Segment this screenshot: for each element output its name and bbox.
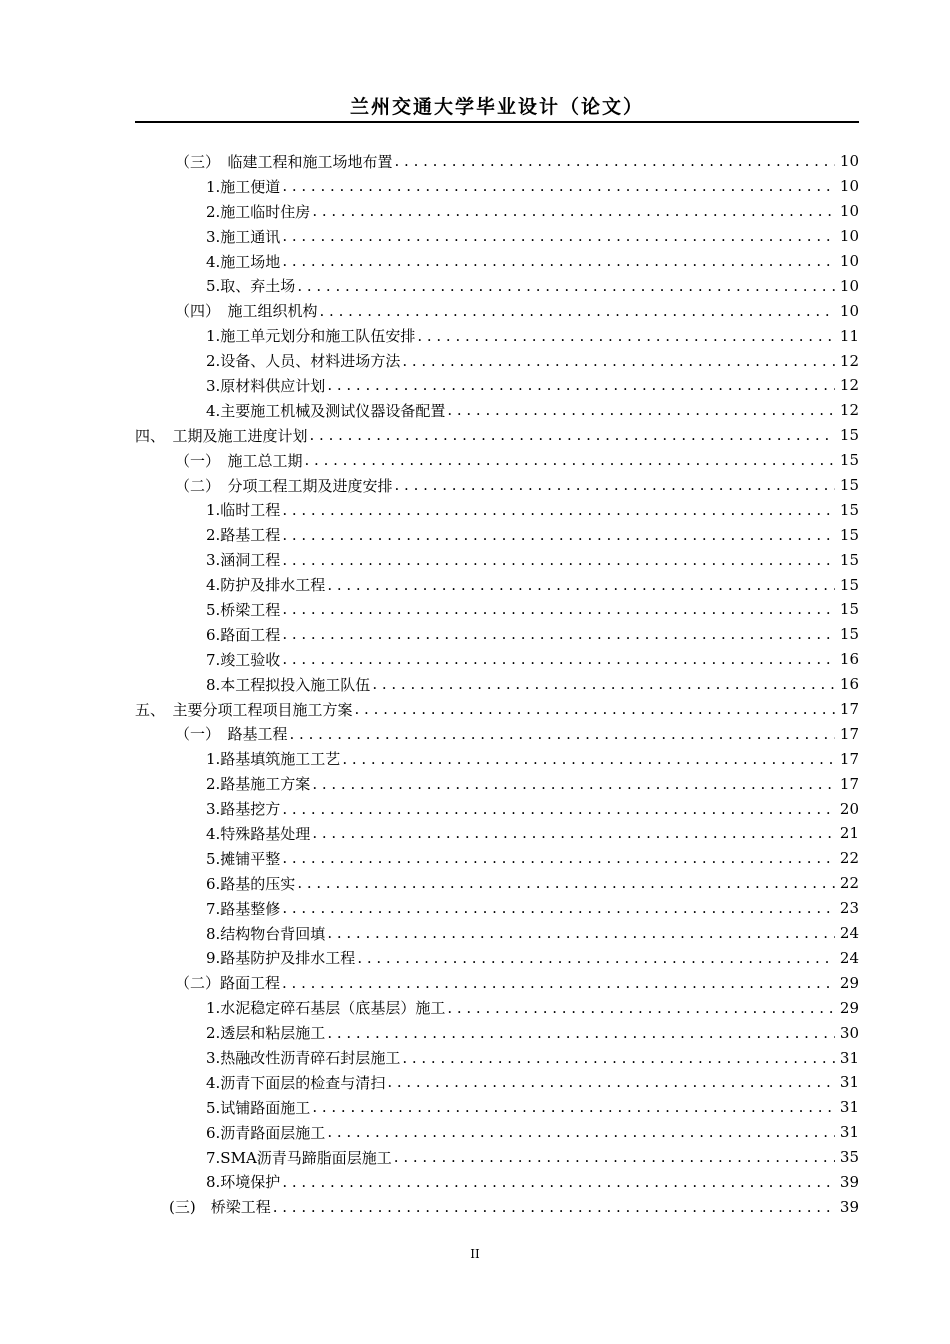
toc-entry-label: 7.竣工验收 — [206, 650, 281, 669]
toc-entry-label: （三） 临建工程和施工场地布置 — [175, 152, 393, 171]
toc-entry[interactable] — [135, 423, 859, 448]
toc-entry-page: 12 — [839, 351, 859, 370]
toc-entry[interactable] — [135, 746, 859, 771]
toc-entry-page: 31 — [839, 1123, 859, 1142]
toc-dot-leader — [357, 949, 835, 967]
toc-entry-page: 24 — [839, 924, 859, 943]
toc-entry-page: 15 — [839, 451, 859, 470]
toc-entry-label: 7.路基整修 — [206, 899, 281, 918]
toc-entry-label: 四、 工期及施工进度计划 — [135, 426, 308, 445]
toc-entry-page: 15 — [839, 625, 859, 644]
toc-dot-leader — [305, 451, 835, 469]
toc-entry[interactable] — [135, 522, 859, 547]
toc-dot-leader — [282, 650, 835, 668]
toc-entry[interactable] — [135, 672, 859, 697]
toc-dot-leader — [282, 551, 835, 569]
toc-dot-leader — [402, 352, 835, 370]
toc-entry[interactable] — [135, 995, 859, 1020]
toc-entry[interactable] — [135, 448, 859, 473]
toc-entry[interactable] — [135, 249, 859, 274]
toc-entry-label: 2.路基施工方案 — [206, 775, 311, 794]
toc-entry[interactable] — [135, 1070, 859, 1095]
toc-entry-label: 9.路基防护及排水工程 — [206, 949, 356, 968]
toc-dot-leader — [372, 675, 835, 693]
toc-dot-leader — [282, 526, 835, 544]
toc-entry-page: 39 — [839, 1172, 859, 1191]
toc-entry-page: 15 — [839, 476, 859, 495]
toc-entry-page: 15 — [839, 500, 859, 519]
toc-entry[interactable] — [135, 323, 859, 348]
toc-dot-leader — [312, 202, 835, 220]
toc-entry-page: 31 — [839, 1073, 859, 1092]
toc-dot-leader — [282, 1173, 835, 1191]
toc-entry-label: 3.原材料供应计划 — [206, 376, 326, 395]
toc-entry-label: 8.环境保护 — [206, 1173, 281, 1192]
toc-entry-label: 4.特殊路基处理 — [206, 824, 311, 843]
toc-entry-label: 6.沥青路面层施工 — [206, 1123, 326, 1142]
toc-dot-leader — [282, 227, 835, 245]
toc-entry[interactable] — [135, 348, 859, 373]
toc-entry-page: 10 — [839, 202, 859, 221]
toc-entry-label: 1.水泥稳定碎石基层（底基层）施工 — [206, 999, 446, 1018]
toc-entry[interactable] — [135, 1120, 859, 1145]
toc-entry[interactable] — [135, 970, 859, 995]
toc-entry-label: 3.路基挖方 — [206, 800, 281, 819]
toc-entry[interactable] — [135, 1194, 859, 1219]
toc-entry[interactable] — [135, 473, 859, 498]
toc-entry-page: 17 — [839, 700, 859, 719]
toc-entry[interactable] — [135, 896, 859, 921]
toc-entry[interactable] — [135, 1145, 859, 1170]
toc-entry-label: 8.结构物台背回填 — [206, 924, 326, 943]
toc-entry-label: 5.取、弃土场 — [206, 277, 296, 296]
toc-entry-label: 4.施工场地 — [206, 252, 281, 271]
toc-dot-leader — [290, 725, 835, 743]
toc-dot-leader — [282, 849, 835, 867]
toc-entry-page: 23 — [839, 899, 859, 918]
toc-entry-page: 11 — [839, 326, 859, 345]
toc-entry-label: 3.涵洞工程 — [206, 551, 281, 570]
toc-dot-leader — [327, 1024, 835, 1042]
toc-dot-leader — [327, 576, 835, 594]
toc-entry[interactable] — [135, 273, 859, 298]
toc-entry-label: 3.热融改性沥青碎石封层施工 — [206, 1049, 401, 1067]
toc-dot-leader — [327, 1123, 835, 1141]
toc-dot-leader — [310, 426, 835, 444]
toc-entry[interactable] — [135, 224, 859, 249]
toc-entry-label: 7.SMA沥青马蹄脂面层施工 — [206, 1148, 392, 1167]
toc-entry[interactable] — [135, 547, 859, 572]
toc-dot-leader — [355, 700, 835, 718]
toc-entry[interactable] — [135, 1020, 859, 1045]
toc-entry-page: 24 — [839, 948, 859, 967]
toc-entry[interactable] — [135, 622, 859, 647]
toc-entry[interactable] — [135, 796, 859, 821]
toc-dot-leader — [447, 401, 835, 419]
toc-entry-page: 17 — [839, 749, 859, 768]
toc-entry[interactable] — [135, 373, 859, 398]
toc-dot-leader — [282, 177, 835, 195]
toc-entry[interactable] — [135, 1170, 859, 1195]
toc-entry-label: （一） 施工总工期 — [175, 451, 303, 470]
toc-entry-page: 22 — [839, 849, 859, 868]
toc-entry[interactable] — [135, 149, 859, 174]
toc-entry-page: 15 — [839, 426, 859, 445]
toc-entry-label: 2.施工临时住房 — [206, 202, 311, 221]
toc-entry-label: 6.路面工程 — [206, 625, 281, 644]
toc-entry-label: 1.临时工程 — [206, 501, 281, 520]
toc-entry-page: 10 — [839, 276, 859, 295]
toc-entry[interactable] — [135, 921, 859, 946]
toc-entry-page: 17 — [839, 724, 859, 743]
toc-entry-page: 29 — [839, 973, 859, 992]
toc-entry-label: 五、 主要分项工程项目施工方案 — [135, 700, 353, 719]
toc-entry-page: 10 — [839, 301, 859, 320]
toc-entry-page: 10 — [839, 152, 859, 171]
toc-dot-leader — [282, 899, 835, 917]
toc-entry-page: 10 — [839, 252, 859, 270]
toc-entry-page: 16 — [839, 675, 859, 694]
toc-dot-leader — [387, 1073, 835, 1091]
toc-dot-leader — [282, 800, 835, 818]
toc-entry-label: 4.主要施工机械及测试仪器设备配置 — [206, 401, 446, 420]
toc-dot-leader — [327, 376, 835, 394]
toc-entry-page: 15 — [839, 525, 859, 544]
toc-dot-leader — [282, 501, 835, 519]
toc-dot-leader — [312, 775, 835, 793]
toc-entry-label: 4.沥青下面层的检查与清扫 — [206, 1073, 386, 1092]
toc-entry-page: 10 — [839, 177, 859, 196]
toc-entry[interactable] — [135, 846, 859, 871]
toc-entry[interactable] — [135, 298, 859, 323]
toc-entry-page: 15 — [839, 550, 859, 569]
toc-entry[interactable] — [135, 597, 859, 622]
toc-entry[interactable] — [135, 1045, 859, 1070]
toc-entry[interactable] — [135, 497, 859, 522]
toc-entry-label: （四） 施工组织机构 — [175, 302, 318, 321]
toc-entry[interactable] — [135, 398, 859, 423]
toc-dot-leader — [297, 277, 835, 295]
toc-entry-label: 5.试铺路面施工 — [206, 1098, 311, 1117]
toc-entry-label: 5.桥梁工程 — [206, 600, 281, 619]
toc-entry-label: 1.施工单元划分和施工队伍安排 — [206, 327, 416, 346]
toc-entry-label: （一） 路基工程 — [175, 725, 288, 744]
toc-entry[interactable] — [135, 572, 859, 597]
toc-entry-page: 12 — [839, 401, 859, 420]
toc-entry-label: 1.路基填筑施工工艺 — [206, 750, 341, 769]
toc-dot-leader — [342, 750, 835, 768]
toc-dot-leader — [394, 1148, 835, 1166]
toc-dot-leader — [297, 874, 835, 892]
toc-dot-leader — [312, 1098, 835, 1116]
toc-entry[interactable] — [135, 174, 859, 199]
toc-dot-leader — [282, 252, 835, 270]
header-rule — [135, 121, 859, 123]
toc-entry-page: 35 — [839, 1148, 859, 1167]
toc-entry[interactable] — [135, 771, 859, 796]
toc-dot-leader — [282, 600, 835, 618]
toc-entry[interactable] — [135, 721, 859, 746]
toc-entry[interactable] — [135, 821, 859, 846]
toc-entry-label: 6.路基的压实 — [206, 874, 296, 893]
toc-entry-page: 22 — [839, 874, 859, 893]
toc-entry-page: 17 — [839, 774, 859, 793]
toc-entry-label: 5.摊铺平整 — [206, 849, 281, 868]
toc-entry-page: 29 — [839, 998, 859, 1017]
toc-entry[interactable] — [135, 871, 859, 896]
toc-entry-label: 2.透层和粘层施工 — [206, 1024, 326, 1043]
toc-entry[interactable] — [135, 1095, 859, 1120]
page-number: II — [470, 1247, 480, 1261]
toc-entry-label: （二） 分项工程工期及进度安排 — [175, 476, 393, 495]
toc-entry-label: 1.施工便道 — [206, 177, 281, 196]
toc-entry-page: 30 — [839, 1023, 859, 1042]
toc-entry-label: （二）路面工程 — [175, 974, 281, 993]
toc-entry-label: 2.路基工程 — [206, 526, 281, 545]
toc-entry[interactable] — [135, 946, 859, 971]
toc-entry-page: 39 — [839, 1197, 859, 1216]
toc-dot-leader — [312, 824, 835, 842]
toc-entry[interactable] — [135, 697, 859, 722]
toc-dot-leader — [327, 924, 835, 942]
toc-entry-label: 2.设备、人员、材料进场方法 — [206, 352, 401, 371]
page-header-title: 兰州交通大学毕业设计（论文） — [349, 96, 644, 118]
toc-entry-page: 21 — [839, 824, 859, 843]
toc-dot-leader — [282, 625, 835, 643]
toc-entry-page: 15 — [839, 600, 859, 619]
toc-entry[interactable] — [135, 647, 859, 672]
toc-entry-label: 4.防护及排水工程 — [206, 576, 326, 595]
toc-dot-leader — [395, 152, 835, 170]
toc-dot-leader — [320, 302, 835, 320]
toc-dot-leader — [402, 1049, 835, 1067]
toc-entry-label: (三) 桥梁工程 — [169, 1198, 271, 1217]
toc-entry-page: 10 — [839, 227, 859, 246]
toc-entry-page: 15 — [839, 575, 859, 594]
toc-entry-label: 8.本工程拟投入施工队伍 — [206, 675, 371, 694]
toc-entry[interactable] — [135, 199, 859, 224]
toc-dot-leader — [282, 974, 835, 992]
toc-entry-page: 20 — [839, 799, 859, 818]
toc-dot-leader — [273, 1198, 835, 1216]
toc-dot-leader — [417, 327, 835, 345]
toc-dot-leader — [395, 476, 835, 494]
toc-entry-page: 16 — [839, 650, 859, 669]
toc-entry-page: 31 — [839, 1048, 859, 1067]
toc-entry-label: 3.施工通讯 — [206, 227, 281, 246]
toc-entry-page: 12 — [839, 376, 859, 395]
toc-dot-leader — [447, 999, 835, 1017]
table-of-contents — [135, 149, 859, 1219]
toc-entry-page: 31 — [839, 1098, 859, 1117]
